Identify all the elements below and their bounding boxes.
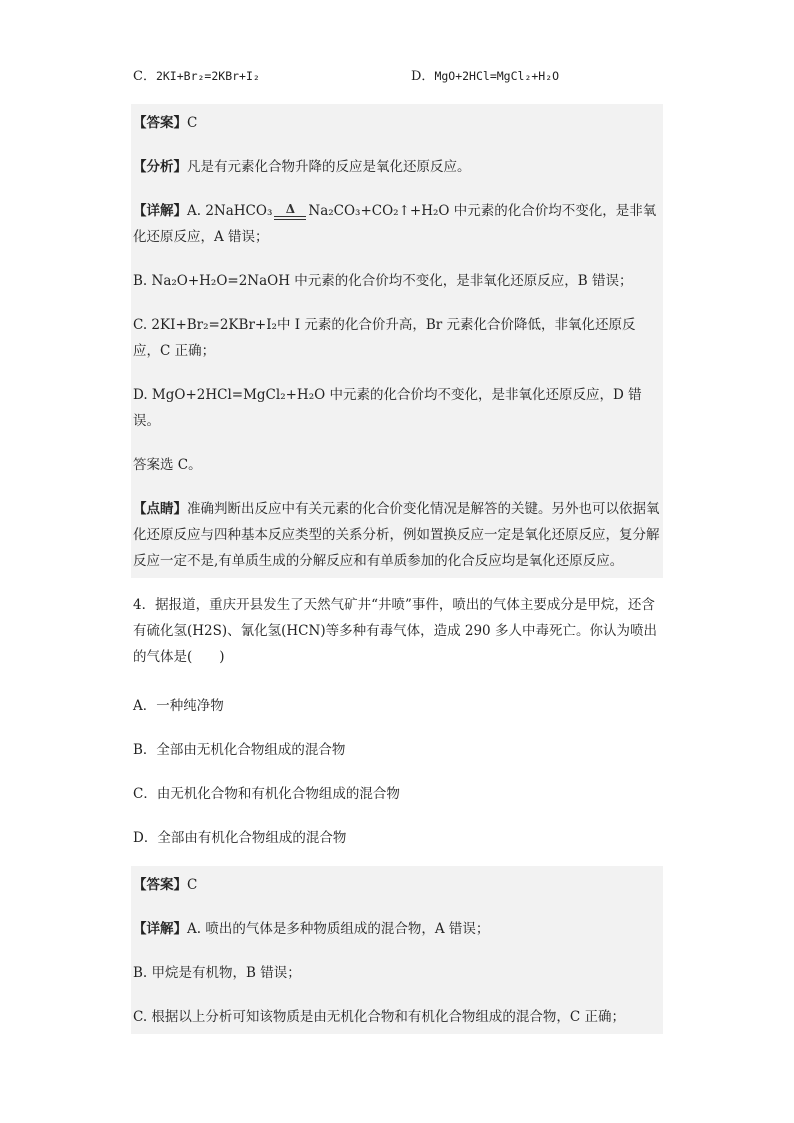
q4-detail-c-line: C. 根据以上分析可知该物质是由无机化合物和有机化合物组成的混合物，C 正确； [133,1009,626,1025]
previous-question-options [131,56,663,92]
conclusion-line: 答案选 C。 [133,457,202,473]
document-page [131,56,663,1034]
detail-tag: 【详解】 [133,203,187,219]
q4-option-c: C．由无机化合物和有机化合物组成的混合物 [133,786,400,802]
analysis-text: 凡是有元素化合物升降的反应是氧化还原反应。 [187,159,471,175]
q4-option-b: B．全部由无机化合物组成的混合物 [133,742,346,758]
answer-tag: 【答案】 [133,115,187,131]
option-d-label: D． [411,69,435,84]
question-4-stem: 4．据报道，重庆开县发生了天然气矿井“井喷”事件，喷出的气体主要成分是甲烷，还含有硫化氢(H2S)、氰化氢(HCN)等多种有毒气体，造成 290 多人中毒死亡。你认为喷出的气体是( ) [133,597,657,665]
q4-detail-a-line [131,912,663,946]
tip-text: 准确判断出反应中有关元素的化合价变化情况是解答的关键。另外也可以依据氧化还原反应与四种基本反应类型的关系分析，例如置换反应一定是氧化还原反应，复分解反应一定不是,有单质生成的分解反应和有单质参加的化合反应均是氧化还原反应。 [133,501,660,569]
option-d-formula: MgO+2HCl=MgCl₂+H₂O [434,69,560,83]
detail-a-suffix: Na₂CO₃+CO₂↑+H₂O 中元素的化合价均不变化，是非氧化还原反应，A 错误； [133,203,657,245]
detail-a-prefix: A. 2NaHCO₃ [187,203,273,219]
q4-detail-tag: 【详解】 [133,921,187,937]
tip-line [131,492,663,578]
tip-tag: 【点睛】 [133,501,187,517]
q4-option-a: A．一种纯净物 [133,698,224,714]
detail-b-line: B. Na₂O+H₂O=2NaOH 中元素的化合价均不变化，是非氧化还原反应，B 错误； [133,273,633,289]
question-4 [131,588,663,860]
q4-answer-line [131,866,663,902]
option-c-formula: 2KI+Br₂=2KBr+I₂ [155,69,260,83]
q4-answer-tag: 【答案】 [133,877,187,893]
option-c-label: C． [133,69,156,84]
q4-detail-b-line: B. 甲烷是有机物，B 错误； [133,965,301,981]
q4-answer-value: C [187,877,198,893]
analysis-tag: 【分析】 [133,159,187,175]
q4-option-d: D．全部由有机化合物组成的混合物 [133,830,347,846]
detail-d-line: D. MgO+2HCl=MgCl₂+H₂O 中元素的化合价均不变化，是非氧化还原反应，D 错误。 [133,387,642,429]
option-d [411,65,559,84]
answer-line [131,104,663,140]
q4-detail-a-text: A. 喷出的气体是多种物质组成的混合物，A 错误； [187,921,490,937]
answer-value: C [187,115,198,131]
detail-a-line [131,194,663,254]
delta-symbol: Δ [285,202,296,216]
solution-block [131,104,663,578]
analysis-line [131,150,663,184]
detail-c-line: C. 2KI+Br₂=2KBr+I₂中 I 元素的化合价升高，Br 元素化合价降低，非氧化还原反应，C 正确； [133,317,636,359]
q4-solution-block [131,866,663,1034]
option-c [133,65,260,84]
heating-equals-icon [274,203,306,220]
